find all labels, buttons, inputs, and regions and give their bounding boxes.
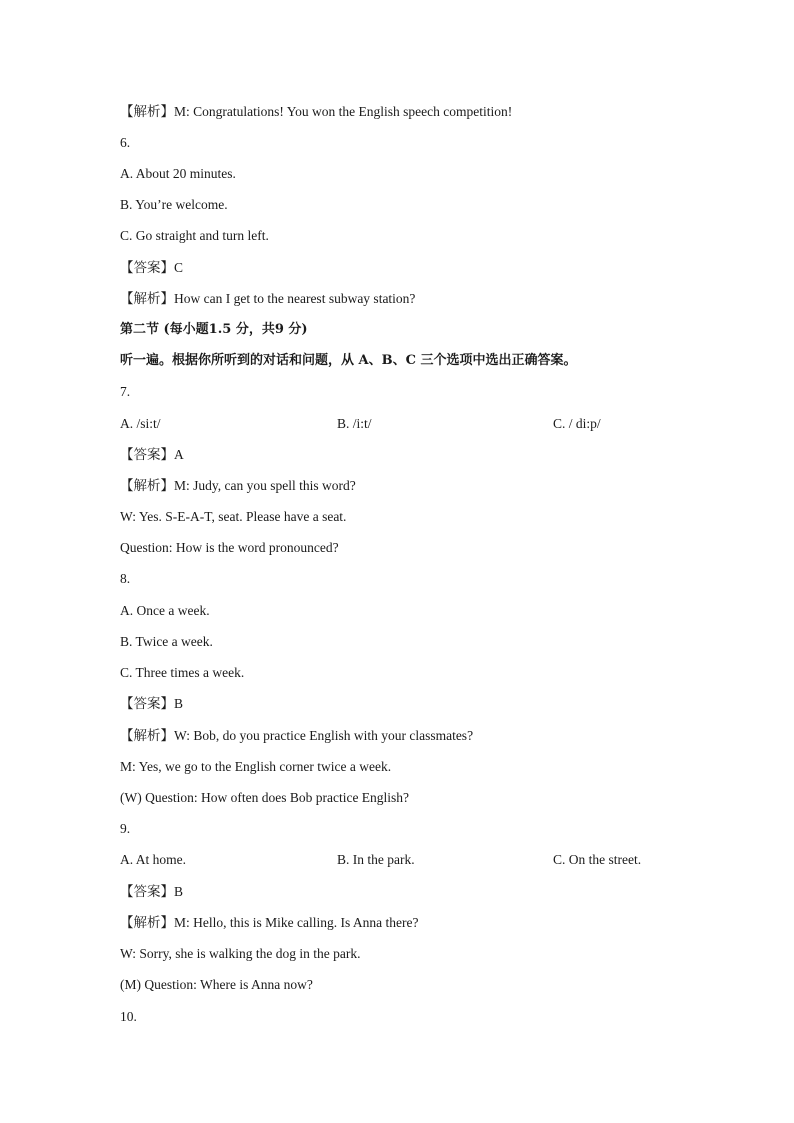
q7-option-c: C. / di:p/ (553, 416, 601, 431)
q7-option-b: B. /i:t/ (337, 416, 372, 431)
q8-option-a: A. Once a week. (120, 603, 210, 618)
analysis-q5: 【解析】M: Congratulations! You won the English speech competition! (120, 104, 513, 119)
q8-dialogue-m: M: Yes, we go to the English corner twice a week. (120, 759, 392, 774)
answer-q9: 【答案】B (120, 884, 184, 899)
section-heading: 第二节 (每小题1.5 分，共9 分) (120, 322, 308, 337)
answer-q6: 【答案】C (120, 260, 184, 275)
analysis-q7: 【解析】M: Judy, can you spell this word? (120, 478, 356, 493)
q9-question: (M) Question: Where is Anna now? (120, 977, 313, 992)
section-instructions: 听一遍。根据你所听到的对话和问题，从 A、B、C 三个选项中选出正确答案。 (120, 353, 577, 368)
question-number-7: 7. (120, 384, 131, 399)
q7-option-a: A. /si:t/ (120, 416, 161, 431)
q6-option-b: B. You’re welcome. (120, 197, 228, 212)
answer-q8: 【答案】B (120, 696, 184, 711)
q9-option-b: B. In the park. (337, 852, 415, 867)
question-number-8: 8. (120, 571, 131, 586)
q6-option-c: C. Go straight and turn left. (120, 228, 269, 243)
q6-option-a: A. About 20 minutes. (120, 166, 236, 181)
answer-q7: 【答案】A (120, 447, 184, 462)
question-number-10: 10. (120, 1009, 137, 1024)
question-number-6: 6. (120, 135, 131, 150)
question-number-9: 9. (120, 821, 131, 836)
q9-option-c: C. On the street. (553, 852, 642, 867)
q8-question: (W) Question: How often does Bob practice English? (120, 790, 410, 805)
analysis-q8: 【解析】W: Bob, do you practice English with your classmates? (120, 728, 474, 743)
q9-dialogue-w: W: Sorry, she is walking the dog in the park. (120, 946, 361, 961)
analysis-q9: 【解析】M: Hello, this is Mike calling. Is Anna there? (120, 915, 419, 930)
analysis-q6: 【解析】How can I get to the nearest subway station? (120, 291, 416, 306)
q9-option-a: A. At home. (120, 852, 186, 867)
q7-question: Question: How is the word pronounced? (120, 540, 339, 555)
q8-option-c: C. Three times a week. (120, 665, 245, 680)
q7-dialogue-w: W: Yes. S-E-A-T, seat. Please have a seat. (120, 509, 347, 524)
q8-option-b: B. Twice a week. (120, 634, 213, 649)
